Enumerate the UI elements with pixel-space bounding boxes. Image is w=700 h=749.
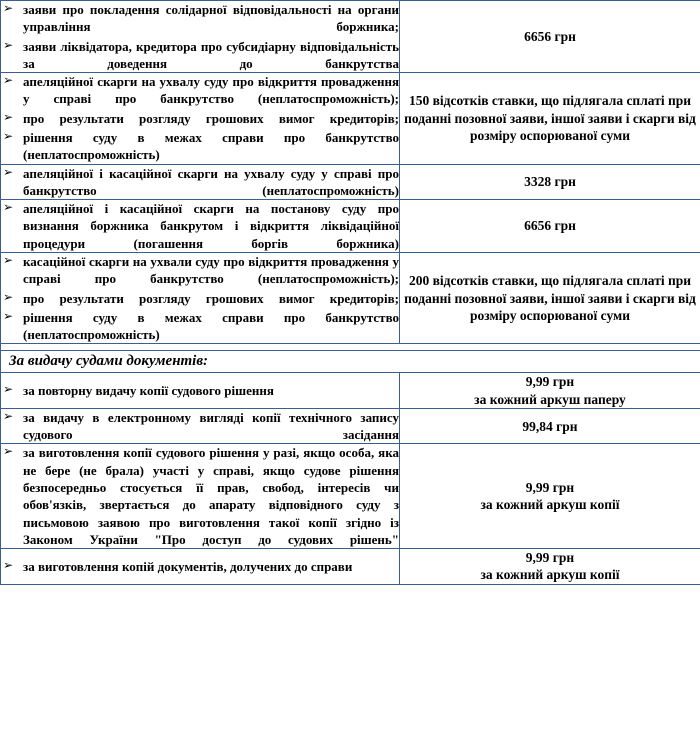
- list-item: [1, 382, 399, 399]
- row-description-appeal-cassation-6656: [1, 200, 400, 253]
- list-item-text: заяви ліквідатора, кредитора про субсидіарну відповідальність за доведення до банкрутства: [23, 38, 399, 71]
- bullet-list: [1, 558, 399, 575]
- list-item-text: апеляційної і касаційної скарги на ухвалу суду у справі про банкрутство (неплатоспроможність): [23, 165, 399, 198]
- amount-value: 99,84 грн: [522, 418, 578, 434]
- bullet-list: [1, 409, 399, 444]
- table-row: [1, 549, 700, 585]
- bullet-list: [1, 382, 399, 399]
- list-item: [1, 38, 399, 73]
- list-item-text: касаційної скарги на ухвали суду про відкриття провадження у справі про банкрутство (неплатоспроможність);: [23, 253, 399, 287]
- row-amount-copy-case-documents: [400, 549, 700, 585]
- list-item-text: про результати розгляду грошових вимог кредиторів;: [23, 290, 399, 306]
- amount-note: за кожний аркуш паперу: [474, 391, 626, 407]
- table-row: [1, 164, 700, 200]
- row-amount-electronic-copy: [400, 408, 700, 444]
- bullet-list: [1, 444, 399, 548]
- amount-value: 6656 грн: [524, 218, 576, 234]
- row-amount-repeat-copy: [400, 373, 700, 409]
- amount-note: за кожний аркуш копії: [480, 567, 620, 583]
- list-item: [1, 73, 399, 108]
- list-item: [1, 129, 399, 164]
- amount-value: 6656 грн: [524, 28, 576, 44]
- bullet-arrow-icon: ➢: [3, 444, 14, 459]
- bullet-arrow-icon: ➢: [3, 381, 14, 396]
- bullet-arrow-icon: ➢: [3, 308, 14, 323]
- bullet-arrow-icon: ➢: [3, 37, 14, 52]
- row-amount-cassation-200: [400, 252, 700, 343]
- bullet-arrow-icon: ➢: [3, 128, 14, 143]
- bullet-arrow-icon: ➢: [3, 408, 14, 423]
- row-description-appeal-150: [1, 73, 400, 164]
- list-item-text: за виготовлення копії судового рішення у разі, якщо особа, яка не бере (не брала) участі у справі, якщо судове рішення безпосередньо стосується її прав, свобод, інтересів чи обов'язків, звертається до апарату відповідного суду з письмовою заявою про виготовлення такої копії згідно із Законом України "Про доступ до судових рішень": [23, 445, 399, 547]
- list-item-text: рішення суду в межах справи про банкрутство (неплатоспроможність): [23, 129, 399, 163]
- row-amount-copy-for-nonparty: [400, 444, 700, 549]
- row-amount-appeal-150: [400, 73, 700, 164]
- row-description-copy-for-nonparty: [1, 444, 400, 549]
- list-item: [1, 1, 399, 36]
- list-item: [1, 165, 399, 200]
- bullet-arrow-icon: ➢: [3, 289, 14, 304]
- bullet-list: [1, 165, 399, 200]
- row-description-appeal-cassation-3328: [1, 164, 400, 200]
- table-row: [1, 1, 700, 73]
- table-row: [1, 408, 700, 444]
- spacer-cell: [1, 344, 700, 351]
- row-description-cassation-200: [1, 252, 400, 343]
- table-row: [1, 73, 700, 164]
- table-body-bankruptcy: [1, 1, 700, 585]
- section-header-cell: [1, 351, 700, 373]
- list-item: [1, 409, 399, 444]
- amount-note: за кожний аркуш копії: [480, 497, 620, 513]
- list-item-text: апеляційної скарги на ухвалу суду про відкриття провадження у справі про банкрутство (неплатоспроможність);: [23, 74, 399, 107]
- row-amount-appeal-cassation-6656: [400, 200, 700, 253]
- row-amount-solidarity: [400, 1, 700, 73]
- table-row: [1, 373, 700, 409]
- bullet-list: [1, 200, 399, 252]
- list-item: [1, 309, 399, 344]
- table-spacer-row: [1, 344, 700, 351]
- amount-value: 9,99 грн: [525, 480, 575, 496]
- list-item-text: за виготовлення копій документів, долучених до справи: [23, 558, 353, 574]
- list-item-text: про результати розгляду грошових вимог кредиторів;: [23, 110, 399, 126]
- bullet-list: [1, 253, 399, 343]
- table-row: [1, 444, 700, 549]
- bullet-arrow-icon: ➢: [3, 164, 14, 179]
- list-item-text: заяви про покладення солідарної відповідальності на органи управління боржника;: [23, 2, 399, 35]
- table-row: [1, 200, 700, 253]
- bullet-arrow-icon: ➢: [3, 200, 14, 215]
- bullet-arrow-icon: ➢: [3, 73, 14, 88]
- amount-value: 9,99 грн: [525, 550, 575, 566]
- table-row: [1, 252, 700, 343]
- amount-value: 9,99 грн: [525, 374, 575, 390]
- amount-value: 3328 грн: [524, 174, 576, 190]
- row-amount-appeal-cassation-3328: [400, 164, 700, 200]
- list-item: [1, 253, 399, 288]
- table-row-section-header: [1, 351, 700, 373]
- list-item: [1, 290, 399, 307]
- amount-value: 200 відсотків ставки, що підлягала сплаті при поданні позовної заяви, іншої заяви і скарги від розміру оспорюваної суми: [404, 273, 696, 323]
- row-description-repeat-copy: [1, 373, 400, 409]
- list-item-text: за видачу в електронному вигляді копії технічного запису судового засідання: [23, 409, 399, 443]
- section-title: За видачу судами документів:: [9, 353, 209, 370]
- list-item: [1, 110, 399, 127]
- list-item-text: за повторну видачу копії судового рішення: [23, 382, 274, 398]
- list-item: [1, 558, 399, 575]
- bullet-arrow-icon: ➢: [3, 109, 14, 124]
- bullet-list: [1, 1, 399, 72]
- bullet-arrow-icon: ➢: [3, 1, 14, 15]
- row-description-electronic-copy: [1, 408, 400, 444]
- bullet-list: [1, 73, 399, 163]
- list-item-text: апеляційної і касаційної скарги на постанову суду про визнання боржника банкрутом і відкриття ліквідаційної процедури (погашення боргів боржника): [23, 201, 399, 251]
- row-description-solidarity: [1, 1, 400, 73]
- amount-value: 150 відсотків ставки, що підлягала сплаті при поданні позовної заяви, іншої заяви і скарги від розміру оспорюваної суми: [404, 93, 696, 143]
- list-item-text: рішення суду в межах справи про банкрутство (неплатоспроможність): [23, 309, 399, 343]
- list-item: [1, 200, 399, 252]
- list-item: [1, 444, 399, 548]
- bullet-arrow-icon: ➢: [3, 252, 14, 267]
- bullet-arrow-icon: ➢: [3, 557, 14, 572]
- row-description-copy-case-documents: [1, 549, 400, 585]
